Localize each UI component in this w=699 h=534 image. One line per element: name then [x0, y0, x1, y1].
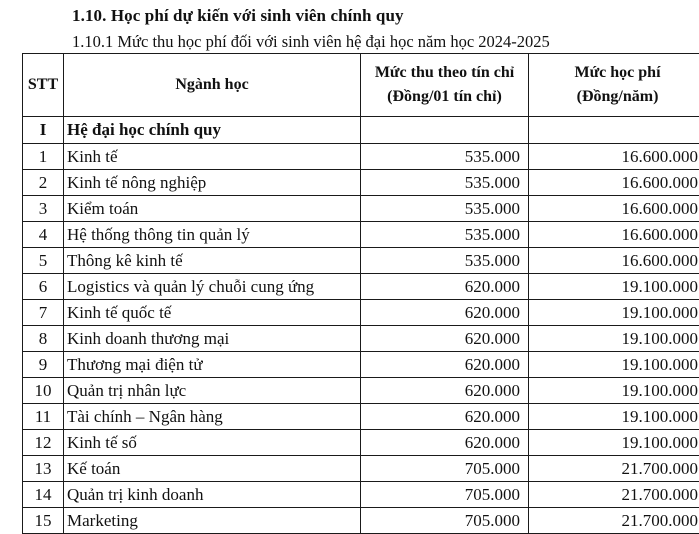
table-row — [23, 430, 699, 456]
row-major: Quản trị nhân lực — [64, 378, 361, 404]
section-row — [23, 117, 699, 144]
header-credit-fee — [361, 54, 529, 117]
row-major: Kế toán — [64, 456, 361, 482]
table-row — [23, 482, 699, 508]
row-credit-fee: 705.000 — [361, 508, 529, 534]
row-annual-fee: 19.100.000 — [529, 404, 699, 430]
row-annual-fee: 21.700.000 — [529, 508, 699, 534]
table-row — [23, 326, 699, 352]
row-credit-fee: 620.000 — [361, 430, 529, 456]
row-major: Thương mại điện tử — [64, 352, 361, 378]
row-major: Marketing — [64, 508, 361, 534]
row-credit-fee: 620.000 — [361, 404, 529, 430]
table-row — [23, 378, 699, 404]
table-row — [23, 248, 699, 274]
table-header-row — [23, 54, 699, 117]
row-stt: 13 — [23, 456, 64, 482]
table-row — [23, 222, 699, 248]
table-row — [23, 352, 699, 378]
row-credit-fee: 535.000 — [361, 170, 529, 196]
row-annual-fee: 19.100.000 — [529, 352, 699, 378]
row-annual-fee: 16.600.000 — [529, 248, 699, 274]
table-row — [23, 274, 699, 300]
row-stt: 3 — [23, 196, 64, 222]
row-stt: 1 — [23, 144, 64, 170]
section-heading: 1.10. Học phí dự kiến với sinh viên chính quy — [72, 6, 404, 26]
header-annual-fee — [529, 54, 699, 117]
section-label: Hệ đại học chính quy — [64, 117, 361, 144]
row-credit-fee: 620.000 — [361, 378, 529, 404]
subsection-heading: 1.10.1 Mức thu học phí đối với sinh viên hệ đại học năm học 2024-2025 — [72, 32, 550, 52]
row-annual-fee: 16.600.000 — [529, 170, 699, 196]
row-annual-fee: 21.700.000 — [529, 456, 699, 482]
row-credit-fee: 535.000 — [361, 196, 529, 222]
table-row — [23, 144, 699, 170]
table-row — [23, 300, 699, 326]
row-major: Kinh tế nông nghiệp — [64, 170, 361, 196]
row-annual-fee: 16.600.000 — [529, 144, 699, 170]
tuition-table — [22, 53, 699, 534]
header-credit-fee-line1: Mức thu theo tín chỉ — [365, 61, 524, 85]
row-credit-fee: 705.000 — [361, 456, 529, 482]
row-stt: 8 — [23, 326, 64, 352]
header-annual-fee-line1: Mức học phí — [533, 61, 699, 85]
row-major: Quản trị kinh doanh — [64, 482, 361, 508]
row-stt: 9 — [23, 352, 64, 378]
section-empty-cell — [529, 117, 699, 144]
row-major: Hệ thống thông tin quản lý — [64, 222, 361, 248]
table-row — [23, 404, 699, 430]
row-annual-fee: 16.600.000 — [529, 196, 699, 222]
section-stt: I — [23, 117, 64, 144]
header-credit-fee-line2: (Đồng/01 tín chỉ) — [365, 85, 524, 109]
row-stt: 4 — [23, 222, 64, 248]
row-major: Logistics và quản lý chuỗi cung ứng — [64, 274, 361, 300]
row-annual-fee: 21.700.000 — [529, 482, 699, 508]
row-major: Kiểm toán — [64, 196, 361, 222]
row-annual-fee: 16.600.000 — [529, 222, 699, 248]
row-annual-fee: 19.100.000 — [529, 274, 699, 300]
row-annual-fee: 19.100.000 — [529, 300, 699, 326]
row-credit-fee: 535.000 — [361, 248, 529, 274]
table-row — [23, 196, 699, 222]
row-credit-fee: 535.000 — [361, 222, 529, 248]
table-row — [23, 170, 699, 196]
row-stt: 10 — [23, 378, 64, 404]
row-credit-fee: 620.000 — [361, 352, 529, 378]
row-major: Kinh tế quốc tế — [64, 300, 361, 326]
row-stt: 7 — [23, 300, 64, 326]
row-major: Tài chính – Ngân hàng — [64, 404, 361, 430]
row-stt: 5 — [23, 248, 64, 274]
table-body — [23, 117, 699, 534]
row-major: Kinh tế số — [64, 430, 361, 456]
row-major: Thông kê kinh tế — [64, 248, 361, 274]
row-stt: 2 — [23, 170, 64, 196]
row-annual-fee: 19.100.000 — [529, 378, 699, 404]
row-stt: 12 — [23, 430, 64, 456]
row-credit-fee: 620.000 — [361, 326, 529, 352]
section-empty-cell — [361, 117, 529, 144]
header-stt: STT — [23, 54, 64, 117]
row-stt: 11 — [23, 404, 64, 430]
row-stt: 15 — [23, 508, 64, 534]
header-major: Ngành học — [64, 54, 361, 117]
table-row — [23, 456, 699, 482]
row-stt: 6 — [23, 274, 64, 300]
row-credit-fee: 620.000 — [361, 274, 529, 300]
header-annual-fee-line2: (Đồng/năm) — [533, 85, 699, 109]
row-major: Kinh tế — [64, 144, 361, 170]
row-annual-fee: 19.100.000 — [529, 430, 699, 456]
row-credit-fee: 705.000 — [361, 482, 529, 508]
row-major: Kinh doanh thương mại — [64, 326, 361, 352]
row-annual-fee: 19.100.000 — [529, 326, 699, 352]
row-credit-fee: 620.000 — [361, 300, 529, 326]
row-stt: 14 — [23, 482, 64, 508]
row-credit-fee: 535.000 — [361, 144, 529, 170]
